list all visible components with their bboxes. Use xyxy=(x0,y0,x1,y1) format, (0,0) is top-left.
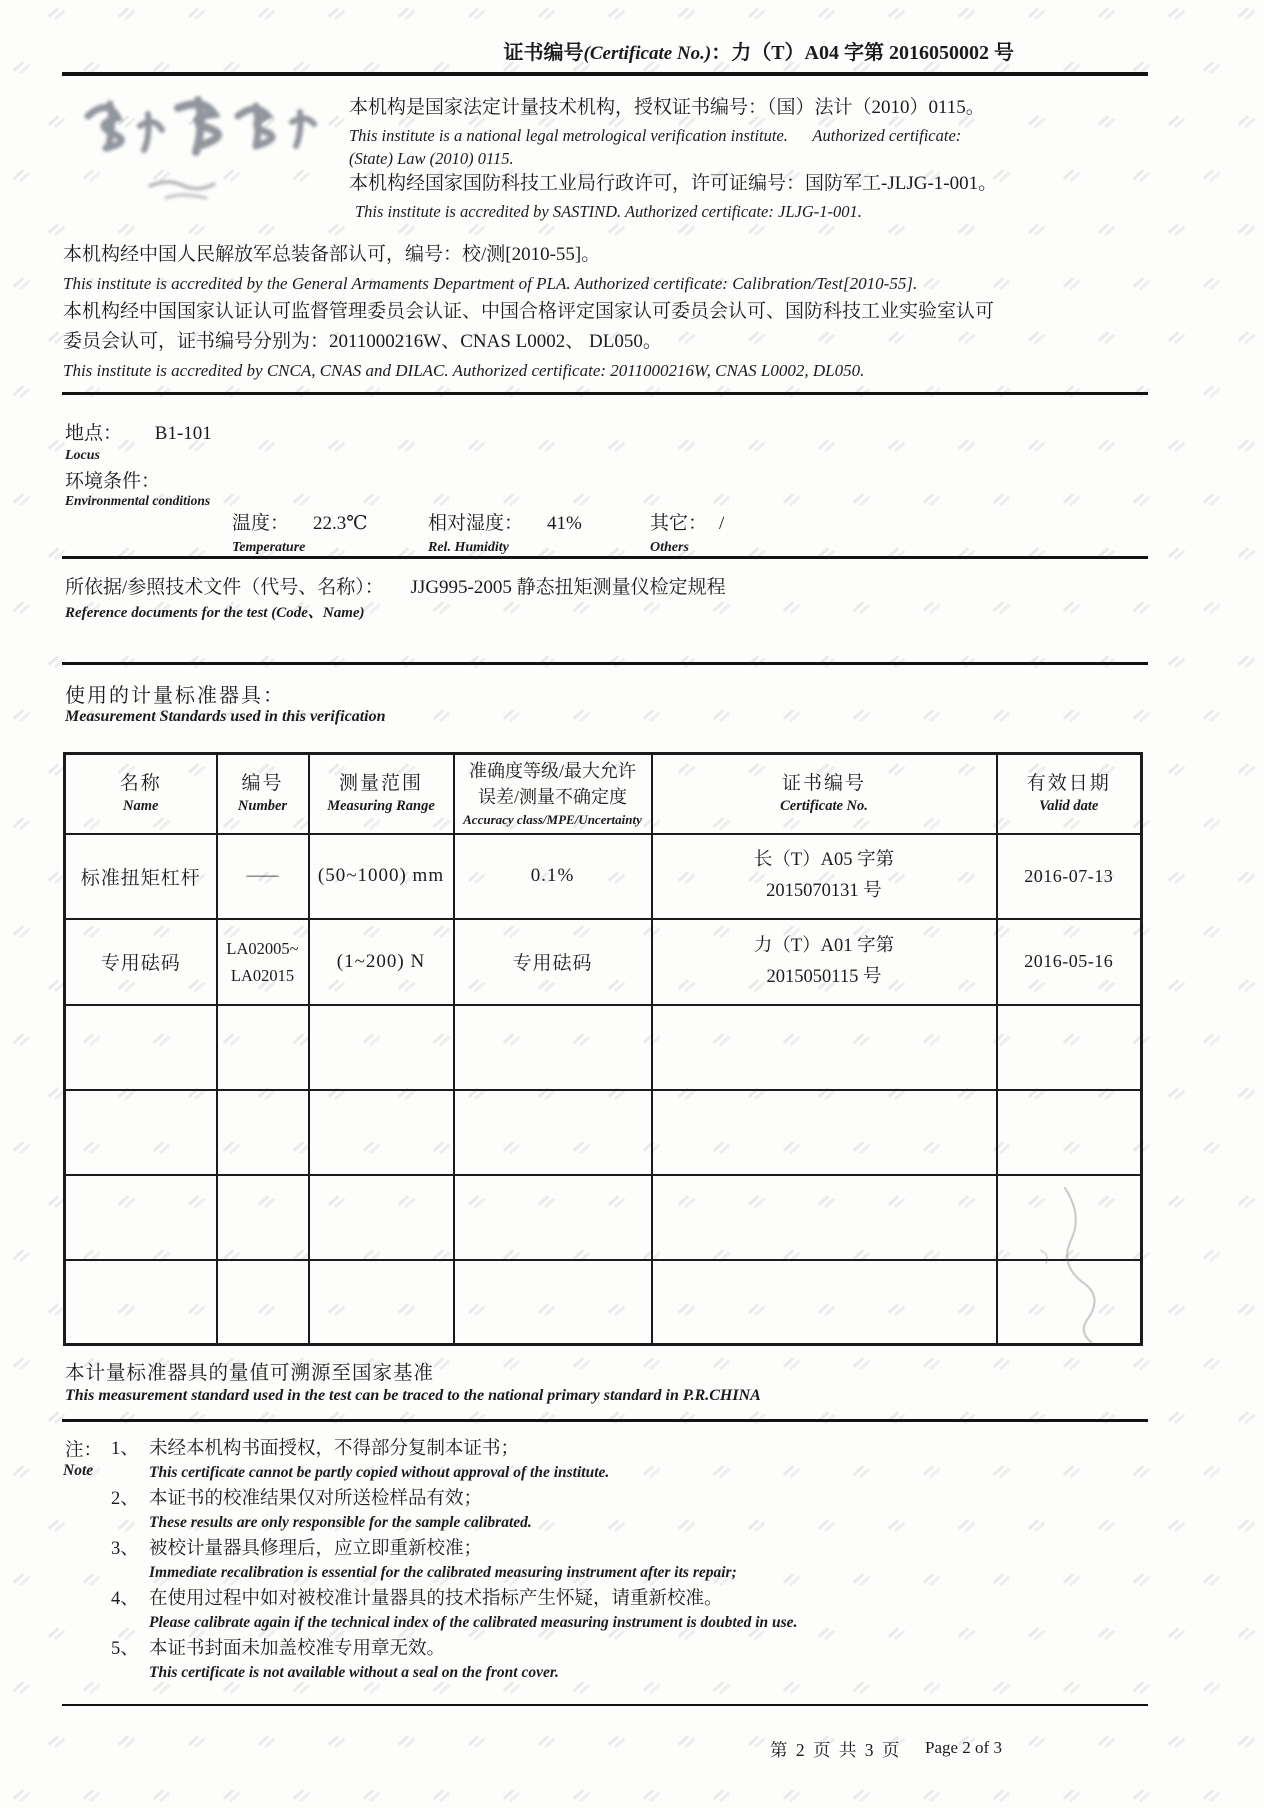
statement-en: (State) Law (2010) 0115. xyxy=(349,149,514,168)
statement-en: This institute is accredited by CNCA, CNAS and DILAC. Authorized certificate: 2011000216W, CNAS L0002, DL050. xyxy=(63,361,865,380)
col-header-name: 名称 Name xyxy=(65,754,217,834)
col-header-valid: 有效日期 Valid date xyxy=(997,754,1142,834)
col-header-range: 测量范围 Measuring Range xyxy=(309,754,454,834)
reference-value: JJG995-2005 静态扭矩测量仪检定规程 xyxy=(410,577,726,598)
cell-empty xyxy=(217,1005,309,1090)
env-temperature xyxy=(232,508,368,557)
note-item xyxy=(111,1636,1073,1684)
note-text-cn: 被校计量器具修理后，应立即重新校准； xyxy=(149,1539,483,1559)
statement-cn: 本机构经国家国防科技工业局行政许可，许可证编号：国防军工-JLJG-1-001。 xyxy=(349,173,998,194)
notes-label-en: Note xyxy=(63,1462,94,1479)
page-number-en: Page 2 of 3 xyxy=(925,1738,1002,1757)
statement-en: This institute is a national legal metrological verification institute. Authorized certificate: xyxy=(349,126,962,145)
table-header-row xyxy=(65,754,1142,834)
col-header-certificate: 证书编号 Certificate No. xyxy=(652,754,997,834)
cell-empty xyxy=(454,1090,652,1175)
env-humidity xyxy=(428,508,582,557)
humidity-label-cn: 相对湿度： xyxy=(428,513,524,534)
statement-en: This institute is accredited by SASTIND. Authorized certificate: JLJG-1-001. xyxy=(355,202,862,221)
note-text-cn: 未经本机构书面授权，不得部分复制本证书； xyxy=(149,1439,520,1459)
note-number: 3、 xyxy=(111,1539,139,1559)
humidity-value: 41% xyxy=(547,513,582,534)
note-item xyxy=(111,1486,1073,1534)
reference-row xyxy=(65,572,726,599)
divider xyxy=(62,662,1148,665)
cell-name: 专用砝码 xyxy=(65,919,217,1005)
note-item xyxy=(111,1536,1073,1584)
cell-range: (1~200) N xyxy=(309,919,454,1005)
standards-table xyxy=(63,752,1143,1346)
traceability-en: This measurement standard used in the test can be traced to the national primary standard in P.R.CHINA xyxy=(65,1387,761,1404)
cell-number: LA02005~ LA02015 xyxy=(217,919,309,1005)
statement-cn: 本机构经中国国家认证认可监督管理委员会认证、中国合格评定国家认可委员会认可、国防科技工业实验室认可 xyxy=(63,301,995,322)
note-number: 1、 xyxy=(111,1439,139,1459)
cell-empty xyxy=(309,1005,454,1090)
cell-empty xyxy=(652,1260,997,1345)
table-row-empty xyxy=(65,1005,1142,1090)
note-number: 2、 xyxy=(111,1489,139,1509)
cell-empty xyxy=(65,1005,217,1090)
others-value: / xyxy=(719,513,725,534)
cell-empty xyxy=(217,1175,309,1260)
statement-cn: 本机构是国家法定计量技术机构，授权证书编号：（国）法计（2010）0115。 xyxy=(349,97,985,118)
divider xyxy=(62,1419,1148,1422)
ink-stamp-graphic xyxy=(70,86,345,211)
notes-section xyxy=(63,1436,1073,1686)
note-number: 4、 xyxy=(111,1589,139,1609)
note-text-cn: 在使用过程中如对被校准计量器具的技术指标产生怀疑，请重新校准。 xyxy=(149,1589,723,1609)
divider xyxy=(62,556,1148,559)
note-item xyxy=(111,1436,1073,1484)
certificate-number-line xyxy=(504,36,1014,65)
certificate-number-label-cn: 证书编号 xyxy=(503,42,584,64)
col-header-number: 编号 Number xyxy=(217,754,309,834)
temperature-label-cn: 温度： xyxy=(232,513,290,534)
temperature-label-en: Temperature xyxy=(232,540,306,555)
statement-en: This institute is accredited by the General Armaments Department of PLA. Authorized certificate: Calibration/Test[2010-55]. xyxy=(63,274,918,293)
cell-empty xyxy=(652,1175,997,1260)
cell-empty xyxy=(309,1090,454,1175)
locus-row xyxy=(65,418,212,445)
cell-empty xyxy=(454,1175,652,1260)
cell-certificate: 长（T）A05 字第 2015070131 号 xyxy=(652,834,997,919)
cell-accuracy: 专用砝码 xyxy=(454,919,652,1005)
cell-empty xyxy=(997,1090,1142,1175)
env-label-cn: 环境条件： xyxy=(65,471,161,492)
note-text-en: This certificate is not available without a seal on the front cover. xyxy=(149,1664,559,1681)
others-label-en: Others xyxy=(650,540,689,555)
cell-empty xyxy=(652,1005,997,1090)
standards-title-en: Measurement Standards used in this verification xyxy=(65,708,386,725)
note-text-cn: 本证书封面未加盖校准专用章无效。 xyxy=(149,1639,446,1659)
col-header-accuracy: 准确度等级/最大允许 误差/测量不确定度 Accuracy class/MPE/Uncertainty xyxy=(454,754,652,834)
temperature-value: 22.3℃ xyxy=(313,513,368,534)
cell-empty xyxy=(652,1090,997,1175)
note-text-cn: 本证书的校准结果仅对所送检样品有效； xyxy=(149,1489,483,1509)
page-number-cn: 第 2 页 共 3 页 xyxy=(770,1740,902,1760)
divider-top xyxy=(62,72,1148,76)
cell-valid-date: 2016-07-13 xyxy=(997,834,1142,919)
cell-empty xyxy=(454,1260,652,1345)
cell-empty xyxy=(65,1175,217,1260)
env-others xyxy=(650,508,724,557)
table-row xyxy=(65,834,1142,919)
cell-empty xyxy=(217,1260,309,1345)
note-text-en: This certificate cannot be partly copied without approval of the institute. xyxy=(149,1464,610,1481)
table-row-empty xyxy=(65,1175,1142,1260)
locus-label-en: Locus xyxy=(65,448,100,463)
locus-value: B1-101 xyxy=(154,423,212,444)
cell-empty xyxy=(309,1175,454,1260)
statement-cn: 委员会认可，证书编号分别为：2011000216W、CNAS L0002、 DL050。 xyxy=(63,331,662,352)
cell-empty xyxy=(217,1090,309,1175)
institute-statements xyxy=(349,94,1021,223)
cell-certificate: 力（T）A01 字第 2015050115 号 xyxy=(652,919,997,1005)
cell-accuracy: 0.1% xyxy=(454,834,652,919)
standards-title-cn: 使用的计量标准器具： xyxy=(65,685,285,707)
note-text-en: Please calibrate again if the technical index of the calibrated measuring instrument is doubted in use. xyxy=(149,1614,798,1631)
cell-name: 标准扭矩杠杆 xyxy=(65,834,217,919)
cell-empty xyxy=(309,1260,454,1345)
note-text-en: These results are only responsible for the sample calibrated. xyxy=(149,1514,532,1531)
certificate-number-value: ：力（T）A04 字第 2016050002 号 xyxy=(711,42,1014,64)
table-row xyxy=(65,919,1142,1005)
cell-empty xyxy=(65,1090,217,1175)
accreditation-statements xyxy=(63,240,1023,384)
reference-label-en: Reference documents for the test (Code、Name) xyxy=(65,605,365,621)
humidity-label-en: Rel. Humidity xyxy=(428,540,509,555)
locus-label-cn: 地点： xyxy=(65,423,123,444)
note-text-en: Immediate recalibration is essential for the calibrated measuring instrument after its repair; xyxy=(149,1564,737,1581)
table-row-empty xyxy=(65,1090,1142,1175)
divider xyxy=(62,392,1148,395)
pencil-mark xyxy=(1020,1180,1150,1350)
reference-label-cn: 所依据/参照技术文件（代号、名称）： xyxy=(65,577,384,598)
table-row-empty xyxy=(65,1260,1142,1345)
notes-label-cn: 注： xyxy=(65,1441,103,1461)
traceability-cn: 本计量标准器具的量值可溯源至国家基准 xyxy=(65,1363,435,1384)
cell-valid-date: 2016-05-16 xyxy=(997,919,1142,1005)
cell-number: —— xyxy=(217,834,309,919)
cell-empty xyxy=(997,1005,1142,1090)
statement-cn: 本机构经中国人民解放军总装备部认可，编号：校/测[2010-55]。 xyxy=(63,244,601,265)
divider-bottom xyxy=(62,1704,1148,1706)
certificate-number-label-en: (Certificate No.) xyxy=(583,43,712,64)
notes-items xyxy=(111,1436,1073,1684)
note-item xyxy=(111,1586,1073,1634)
others-label-cn: 其它： xyxy=(650,513,708,534)
cell-empty xyxy=(454,1005,652,1090)
note-number: 5、 xyxy=(111,1639,139,1659)
cell-empty xyxy=(65,1260,217,1345)
cell-range: (50~1000) mm xyxy=(309,834,454,919)
env-label-en: Environmental conditions xyxy=(65,493,211,508)
